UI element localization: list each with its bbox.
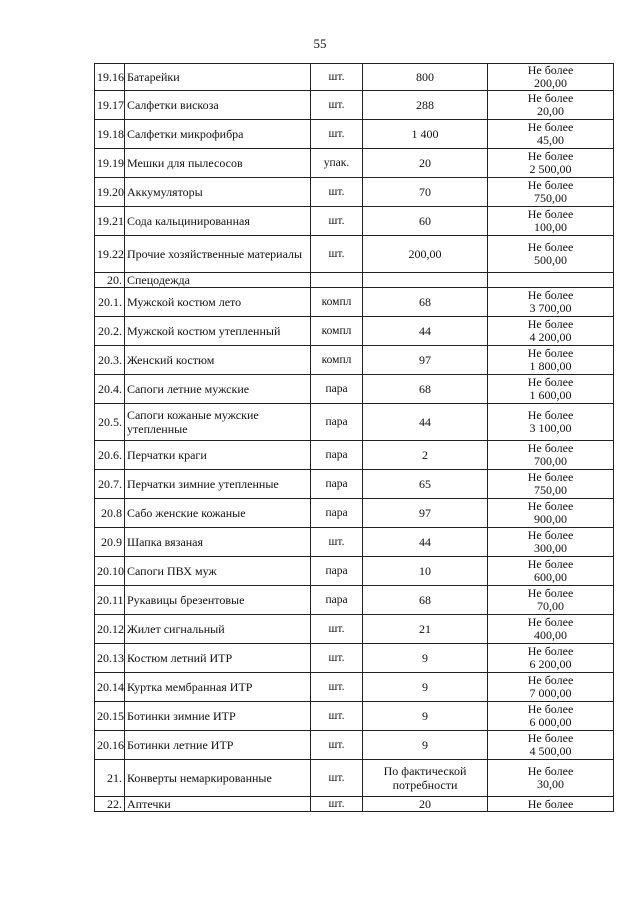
unit-of-measure	[311, 273, 363, 288]
quantity: 9	[363, 673, 488, 702]
max-price	[488, 346, 614, 375]
max-price-value: 45,00	[537, 133, 564, 147]
max-price-value: 1 800,00	[529, 359, 572, 373]
max-price-label: Не более	[527, 317, 574, 331]
quantity: 288	[363, 91, 488, 120]
table-row	[95, 673, 614, 702]
unit-of-measure: шт.	[311, 760, 363, 797]
unit-of-measure: пара	[311, 586, 363, 615]
item-name: Спецодежда	[125, 273, 311, 288]
item-name: Мешки для пылесосов	[125, 149, 311, 178]
price-table-body	[95, 64, 614, 812]
max-price-label: Не более	[527, 91, 574, 105]
unit-of-measure: шт.	[311, 702, 363, 731]
max-price-label: Не более	[527, 586, 574, 600]
max-price-label: Не более	[527, 796, 574, 811]
unit-of-measure: шт.	[311, 91, 363, 120]
max-price	[488, 499, 614, 528]
item-name: Жилет сигнальный	[125, 615, 311, 644]
max-price	[488, 797, 614, 812]
item-name: Перчатки зимние утепленные	[125, 470, 311, 499]
unit-of-measure: пара	[311, 375, 363, 404]
row-number: 20.9	[95, 528, 125, 557]
table-row	[95, 91, 614, 120]
quantity: 44	[363, 404, 488, 441]
max-price-value: 600,00	[534, 570, 567, 584]
item-name: Мужской костюм лето	[125, 288, 311, 317]
table-row	[95, 557, 614, 586]
max-price-label: Не более	[527, 615, 574, 629]
max-price	[488, 528, 614, 557]
unit-of-measure: пара	[311, 441, 363, 470]
quantity: 60	[363, 207, 488, 236]
item-name: Салфетки микрофибра	[125, 120, 311, 149]
max-price-label: Не более	[527, 408, 574, 422]
row-number: 20.5.	[95, 404, 125, 441]
quantity: 20	[363, 797, 488, 812]
unit-of-measure: шт.	[311, 178, 363, 207]
item-name: Шапка вязаная	[125, 528, 311, 557]
table-row	[95, 236, 614, 273]
max-price	[488, 375, 614, 404]
quantity: 65	[363, 470, 488, 499]
unit-of-measure: упак.	[311, 149, 363, 178]
max-price-value: 200,00	[534, 76, 567, 90]
quantity: 9	[363, 644, 488, 673]
item-name: Сапоги летние мужские	[125, 375, 311, 404]
max-price-value: 4 500,00	[529, 744, 572, 758]
max-price-value: 400,00	[534, 628, 567, 642]
quantity: 800	[363, 64, 488, 91]
row-number: 20.16	[95, 731, 125, 760]
max-price	[488, 207, 614, 236]
item-name: Салфетки вискоза	[125, 91, 311, 120]
max-price-value: 300,00	[534, 541, 567, 555]
max-price	[488, 120, 614, 149]
unit-of-measure: пара	[311, 557, 363, 586]
max-price-value: 700,00	[534, 454, 567, 468]
unit-of-measure: компл	[311, 317, 363, 346]
item-name: Мужской костюм утепленный	[125, 317, 311, 346]
table-row	[95, 441, 614, 470]
quantity: 44	[363, 317, 488, 346]
max-price-value: 7 000,00	[529, 686, 572, 700]
max-price-value: 2 500,00	[529, 162, 572, 176]
item-name: Сапоги кожаные мужские утепленные	[125, 404, 311, 441]
row-number: 20.13	[95, 644, 125, 673]
max-price	[488, 317, 614, 346]
max-price-value: 70,00	[537, 599, 564, 613]
row-number: 19.16	[95, 64, 125, 91]
max-price-label: Не более	[527, 178, 574, 192]
max-price-label: Не более	[527, 673, 574, 687]
max-price-value: 1 600,00	[529, 388, 572, 402]
page-number: 55	[313, 36, 327, 51]
max-price-value: 6 000,00	[529, 715, 572, 729]
quantity: 21	[363, 615, 488, 644]
max-price	[488, 702, 614, 731]
unit-of-measure: компл	[311, 346, 363, 375]
item-name: Батарейки	[125, 64, 311, 91]
table-row	[95, 149, 614, 178]
max-price	[488, 557, 614, 586]
max-price-label: Не более	[527, 149, 574, 163]
item-name: Сабо женские кожаные	[125, 499, 311, 528]
unit-of-measure: шт.	[311, 731, 363, 760]
table-row	[95, 797, 614, 812]
quantity: По фактической потребности	[363, 760, 488, 797]
quantity: 10	[363, 557, 488, 586]
table-row	[95, 346, 614, 375]
max-price-label: Не более	[527, 207, 574, 221]
row-number: 20.7.	[95, 470, 125, 499]
quantity: 9	[363, 731, 488, 760]
max-price-value: 4 200,00	[529, 330, 572, 344]
max-price	[488, 91, 614, 120]
max-price-value: 3 700,00	[529, 301, 572, 315]
max-price	[488, 404, 614, 441]
quantity: 68	[363, 586, 488, 615]
max-price-value: 3 100,00	[529, 421, 572, 435]
table-row	[95, 760, 614, 797]
max-price	[488, 731, 614, 760]
max-price	[488, 273, 614, 288]
item-name: Аптечки	[125, 797, 311, 812]
unit-of-measure: шт.	[311, 615, 363, 644]
table-row	[95, 317, 614, 346]
row-number: 19.18	[95, 120, 125, 149]
quantity: 44	[363, 528, 488, 557]
table-row	[95, 207, 614, 236]
table-row	[95, 375, 614, 404]
max-price	[488, 64, 614, 91]
quantity: 97	[363, 499, 488, 528]
quantity: 200,00	[363, 236, 488, 273]
row-number: 20.2.	[95, 317, 125, 346]
quantity: 68	[363, 375, 488, 404]
max-price-label: Не более	[527, 375, 574, 389]
max-price-value: 750,00	[534, 191, 567, 205]
row-number: 20.	[95, 273, 125, 288]
quantity: 20	[363, 149, 488, 178]
quantity: 70	[363, 178, 488, 207]
max-price-label: Не более	[527, 731, 574, 745]
row-number: 19.21	[95, 207, 125, 236]
row-number: 20.15	[95, 702, 125, 731]
max-price	[488, 470, 614, 499]
item-name: Конверты немаркированные	[125, 760, 311, 797]
table-row	[95, 499, 614, 528]
max-price	[488, 586, 614, 615]
quantity: 2	[363, 441, 488, 470]
max-price	[488, 644, 614, 673]
max-price-label: Не более	[527, 63, 574, 77]
row-number: 21.	[95, 760, 125, 797]
quantity: 9	[363, 702, 488, 731]
row-number: 19.22	[95, 236, 125, 273]
table-row	[95, 273, 614, 288]
quantity: 1 400	[363, 120, 488, 149]
table-row	[95, 288, 614, 317]
table-row	[95, 586, 614, 615]
table-row	[95, 702, 614, 731]
row-number: 22.	[95, 797, 125, 812]
row-number: 20.1.	[95, 288, 125, 317]
row-number: 20.3.	[95, 346, 125, 375]
row-number: 20.14	[95, 673, 125, 702]
max-price-value: 500,00	[534, 253, 567, 267]
unit-of-measure: шт.	[311, 120, 363, 149]
item-name: Прочие хозяйственные материалы	[125, 236, 311, 273]
max-price-label: Не более	[527, 470, 574, 484]
table-row	[95, 64, 614, 91]
table-row	[95, 120, 614, 149]
row-number: 19.17	[95, 91, 125, 120]
row-number: 20.8	[95, 499, 125, 528]
max-price-label: Не более	[527, 764, 574, 778]
item-name: Сода кальцинированная	[125, 207, 311, 236]
item-name: Женский костюм	[125, 346, 311, 375]
max-price	[488, 149, 614, 178]
max-price	[488, 441, 614, 470]
max-price	[488, 288, 614, 317]
max-price-value: 750,00	[534, 483, 567, 497]
max-price	[488, 673, 614, 702]
row-number: 20.11	[95, 586, 125, 615]
table-row	[95, 644, 614, 673]
unit-of-measure: пара	[311, 470, 363, 499]
unit-of-measure: шт.	[311, 64, 363, 91]
item-name: Сапоги ПВХ муж	[125, 557, 311, 586]
unit-of-measure: шт.	[311, 644, 363, 673]
max-price-label: Не более	[527, 441, 574, 455]
unit-of-measure: шт.	[311, 207, 363, 236]
max-price-label: Не более	[527, 288, 574, 302]
table-row	[95, 528, 614, 557]
table-row	[95, 731, 614, 760]
table-row	[95, 404, 614, 441]
max-price-label: Не более	[527, 240, 574, 254]
row-number: 20.6.	[95, 441, 125, 470]
max-price-label: Не более	[527, 499, 574, 513]
unit-of-measure: пара	[311, 404, 363, 441]
price-table	[94, 63, 614, 812]
quantity	[363, 273, 488, 288]
max-price-value: 30,00	[537, 777, 564, 791]
quantity: 97	[363, 346, 488, 375]
max-price	[488, 615, 614, 644]
unit-of-measure: пара	[311, 499, 363, 528]
table-row	[95, 178, 614, 207]
row-number: 19.19	[95, 149, 125, 178]
row-number: 20.10	[95, 557, 125, 586]
unit-of-measure: шт.	[311, 528, 363, 557]
max-price	[488, 178, 614, 207]
max-price-value: 100,00	[534, 220, 567, 234]
item-name: Костюм летний ИТР	[125, 644, 311, 673]
item-name: Ботинки летние ИТР	[125, 731, 311, 760]
max-price	[488, 760, 614, 797]
table-row	[95, 615, 614, 644]
unit-of-measure: шт.	[311, 673, 363, 702]
unit-of-measure: шт.	[311, 797, 363, 812]
max-price-label: Не более	[527, 528, 574, 542]
max-price-label: Не более	[527, 120, 574, 134]
item-name: Рукавицы брезентовые	[125, 586, 311, 615]
max-price-label: Не более	[527, 346, 574, 360]
max-price-value: 6 200,00	[529, 657, 572, 671]
row-number: 19.20	[95, 178, 125, 207]
item-name: Ботинки зимние ИТР	[125, 702, 311, 731]
unit-of-measure: шт.	[311, 236, 363, 273]
max-price-value: 900,00	[534, 512, 567, 526]
item-name: Аккумуляторы	[125, 178, 311, 207]
item-name: Куртка мембранная ИТР	[125, 673, 311, 702]
max-price-label: Не более	[527, 644, 574, 658]
quantity: 68	[363, 288, 488, 317]
max-price-value: 20,00	[537, 104, 564, 118]
max-price-label: Не более	[527, 557, 574, 571]
item-name: Перчатки краги	[125, 441, 311, 470]
row-number: 20.4.	[95, 375, 125, 404]
table-row	[95, 470, 614, 499]
row-number: 20.12	[95, 615, 125, 644]
max-price-label: Не более	[527, 702, 574, 716]
max-price	[488, 236, 614, 273]
unit-of-measure: компл	[311, 288, 363, 317]
